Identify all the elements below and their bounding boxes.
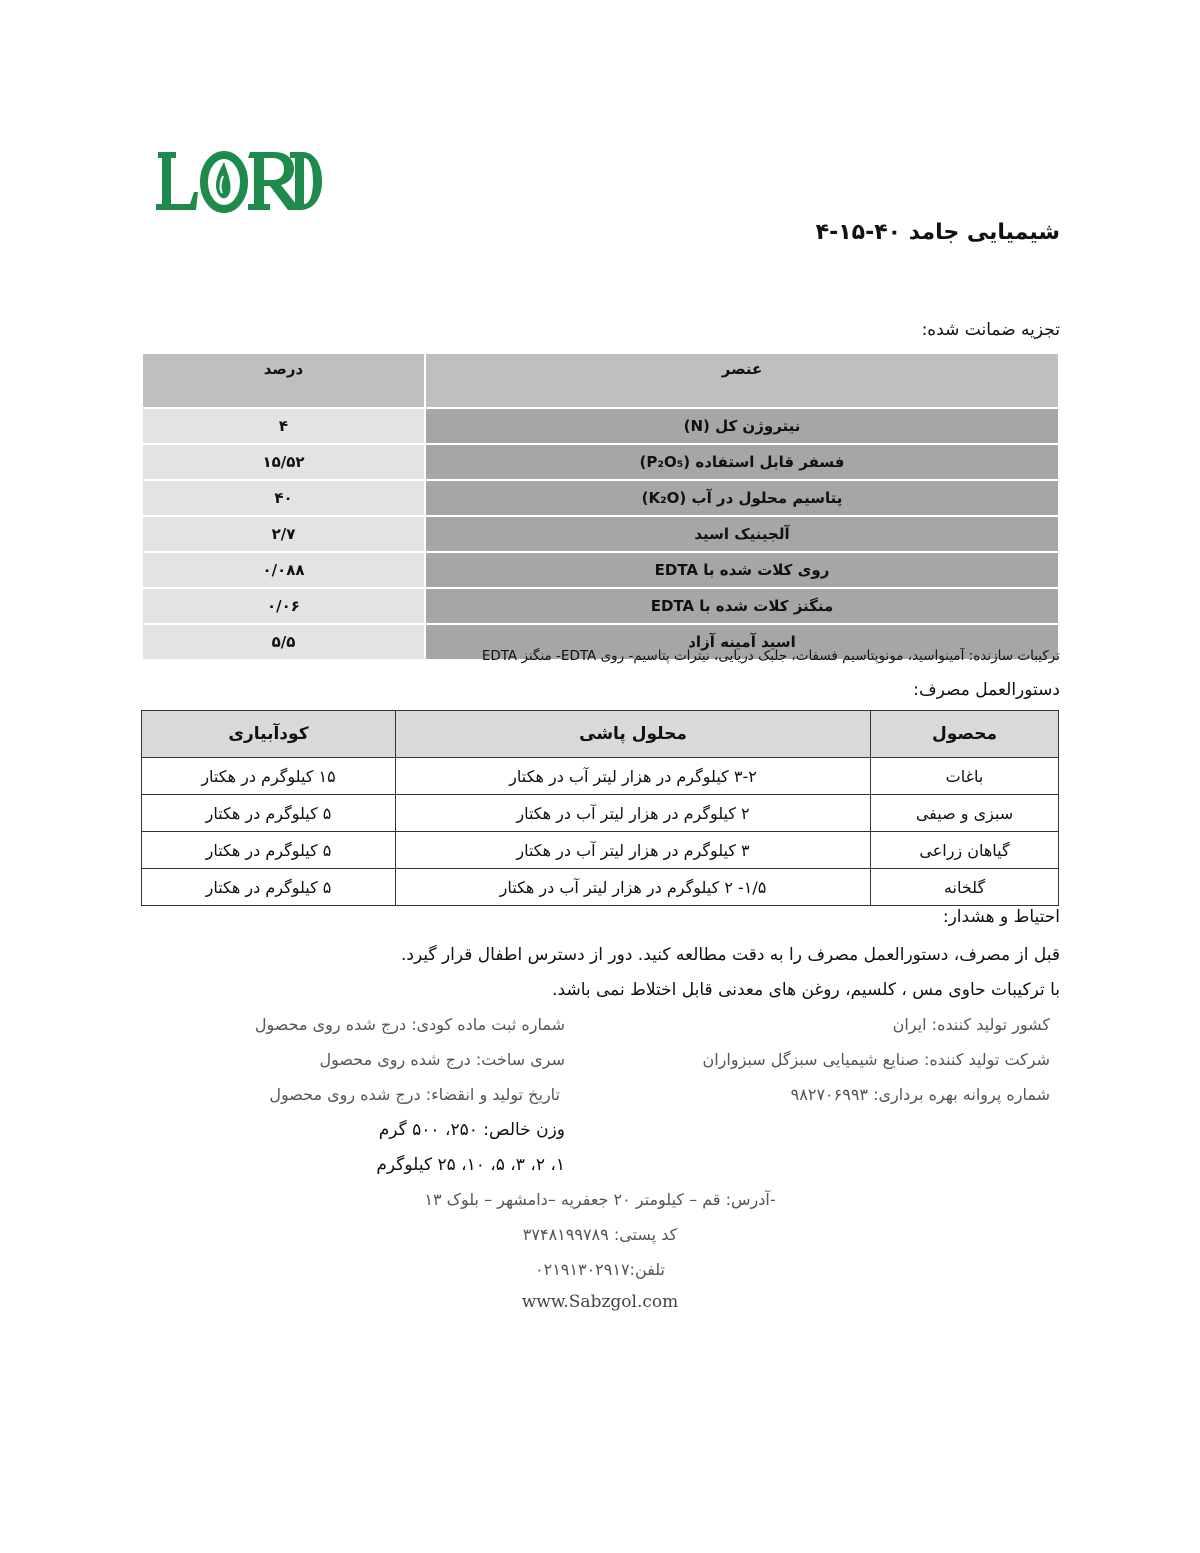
registration-text: شماره ثبت ماده کودی: درج شده روی محصول bbox=[254, 1015, 565, 1034]
table-row bbox=[143, 409, 1058, 443]
net-weight-grams: وزن خالص: ۲۵۰، ۵۰۰ گرم bbox=[378, 1120, 565, 1140]
percent-cell: ۴۰ bbox=[143, 481, 424, 515]
column-header-spray: محلول پاشی bbox=[396, 711, 871, 758]
product-title: شیمیایی جامد ۴۰-۱۵-۴ bbox=[815, 220, 1060, 245]
usage-header-row bbox=[142, 711, 1059, 758]
warning-line-2: با ترکیبات حاوی مس ، کلسیم، روغن های معدنی قابل اختلاط نمی باشد. bbox=[552, 980, 1060, 1000]
country-text: کشور تولید کننده: ایران bbox=[892, 1015, 1050, 1034]
percent-cell: ۴ bbox=[143, 409, 424, 443]
company-text: شرکت تولید کننده: صنایع شیمیایی سبزگل سبزواران bbox=[702, 1050, 1050, 1069]
net-weight-kilograms: ۱، ۲، ۳، ۵، ۱۰، ۲۵ کیلوگرم bbox=[376, 1155, 565, 1175]
element-cell: روی کلات شده با EDTA bbox=[424, 553, 1058, 587]
percent-cell: ۲/۷ bbox=[143, 517, 424, 551]
table-row bbox=[143, 589, 1058, 623]
table-row bbox=[142, 869, 1059, 906]
column-header-element: عنصر bbox=[424, 354, 1058, 407]
brand-logo bbox=[152, 146, 324, 218]
element-cell: آلجینیک اسید bbox=[424, 517, 1058, 551]
analysis-header-row bbox=[143, 354, 1058, 407]
website-link[interactable]: www.Sabzgol.com bbox=[521, 1292, 679, 1312]
address-text: -آدرس: قم – کیلومتر ۲۰ جعفریه –دامشهر – بلوک ۱۳ bbox=[424, 1190, 776, 1209]
table-row bbox=[142, 832, 1059, 869]
element-cell: منگنز کلات شده با EDTA bbox=[424, 589, 1058, 623]
analysis-table bbox=[143, 352, 1058, 661]
fertigation-cell: ۵ کیلوگرم در هکتار bbox=[142, 869, 396, 906]
dates-text: تاریخ تولید و انقضاء: درج شده روی محصول bbox=[269, 1085, 560, 1104]
product-cell: گیاهان زراعی bbox=[871, 832, 1059, 869]
phone-text: تلفن:۰۲۱۹۱۳۰۲۹۱۷ bbox=[535, 1260, 665, 1279]
usage-label: دستورالعمل مصرف: bbox=[913, 680, 1060, 700]
fertigation-cell: ۵ کیلوگرم در هکتار bbox=[142, 832, 396, 869]
table-row bbox=[142, 795, 1059, 832]
table-row bbox=[143, 445, 1058, 479]
percent-cell: ۰/۰۶ bbox=[143, 589, 424, 623]
percent-cell: ۱۵/۵۲ bbox=[143, 445, 424, 479]
percent-cell: ۵/۵ bbox=[143, 625, 424, 659]
warning-label: احتیاط و هشدار: bbox=[942, 907, 1060, 927]
warning-line-1: قبل از مصرف، دستورالعمل مصرف را به دقت مطالعه کنید. دور از دسترس اطفال قرار گیرد. bbox=[400, 945, 1060, 965]
product-cell: سبزی و صیفی bbox=[871, 795, 1059, 832]
fertigation-cell: ۵ کیلوگرم در هکتار bbox=[142, 795, 396, 832]
table-row bbox=[142, 758, 1059, 795]
analysis-label: تجزیه ضمانت شده: bbox=[921, 320, 1060, 340]
element-cell: اسید آمینه آزاد bbox=[424, 625, 1058, 659]
license-text: شماره پروانه بهره برداری: ۹۸۲۷۰۶۹۹۳ bbox=[790, 1085, 1050, 1104]
fertigation-cell: ۱۵ کیلوگرم در هکتار bbox=[142, 758, 396, 795]
spray-cell: ۲ کیلوگرم در هزار لیتر آب در هکتار bbox=[396, 795, 871, 832]
column-header-fertigation: کودآبیاری bbox=[142, 711, 396, 758]
element-cell: پتاسیم محلول در آب (K₂O) bbox=[424, 481, 1058, 515]
batch-text: سری ساخت: درج شده روی محصول bbox=[319, 1050, 565, 1069]
spray-cell: ۳-۲ کیلوگرم در هزار لیتر آب در هکتار bbox=[396, 758, 871, 795]
product-cell: گلخانه bbox=[871, 869, 1059, 906]
lord-logo-mark bbox=[152, 146, 324, 218]
table-row bbox=[143, 517, 1058, 551]
percent-cell: ۰/۰۸۸ bbox=[143, 553, 424, 587]
product-cell: باغات bbox=[871, 758, 1059, 795]
postal-code-text: کد پستی: ۳۷۴۸۱۹۹۷۸۹ bbox=[522, 1225, 678, 1244]
table-row bbox=[143, 481, 1058, 515]
ingredients-text: ترکیبات سازنده: آمینواسید، مونوپتاسیم فسفات، جلبک دریایی، نیترات پتاسیم- روی EDTA- منگنز EDTA bbox=[481, 648, 1060, 664]
column-header-product: محصول bbox=[871, 711, 1059, 758]
element-cell: نیتروژن کل (N) bbox=[424, 409, 1058, 443]
column-header-percent: درصد bbox=[143, 354, 424, 407]
usage-table bbox=[141, 710, 1059, 906]
element-cell: فسفر قابل استفاده (P₂O₅) bbox=[424, 445, 1058, 479]
spray-cell: ۱/۵- ۲ کیلوگرم در هزار لیتر آب در هکتار bbox=[396, 869, 871, 906]
spray-cell: ۳ کیلوگرم در هزار لیتر آب در هکتار bbox=[396, 832, 871, 869]
table-row bbox=[143, 553, 1058, 587]
